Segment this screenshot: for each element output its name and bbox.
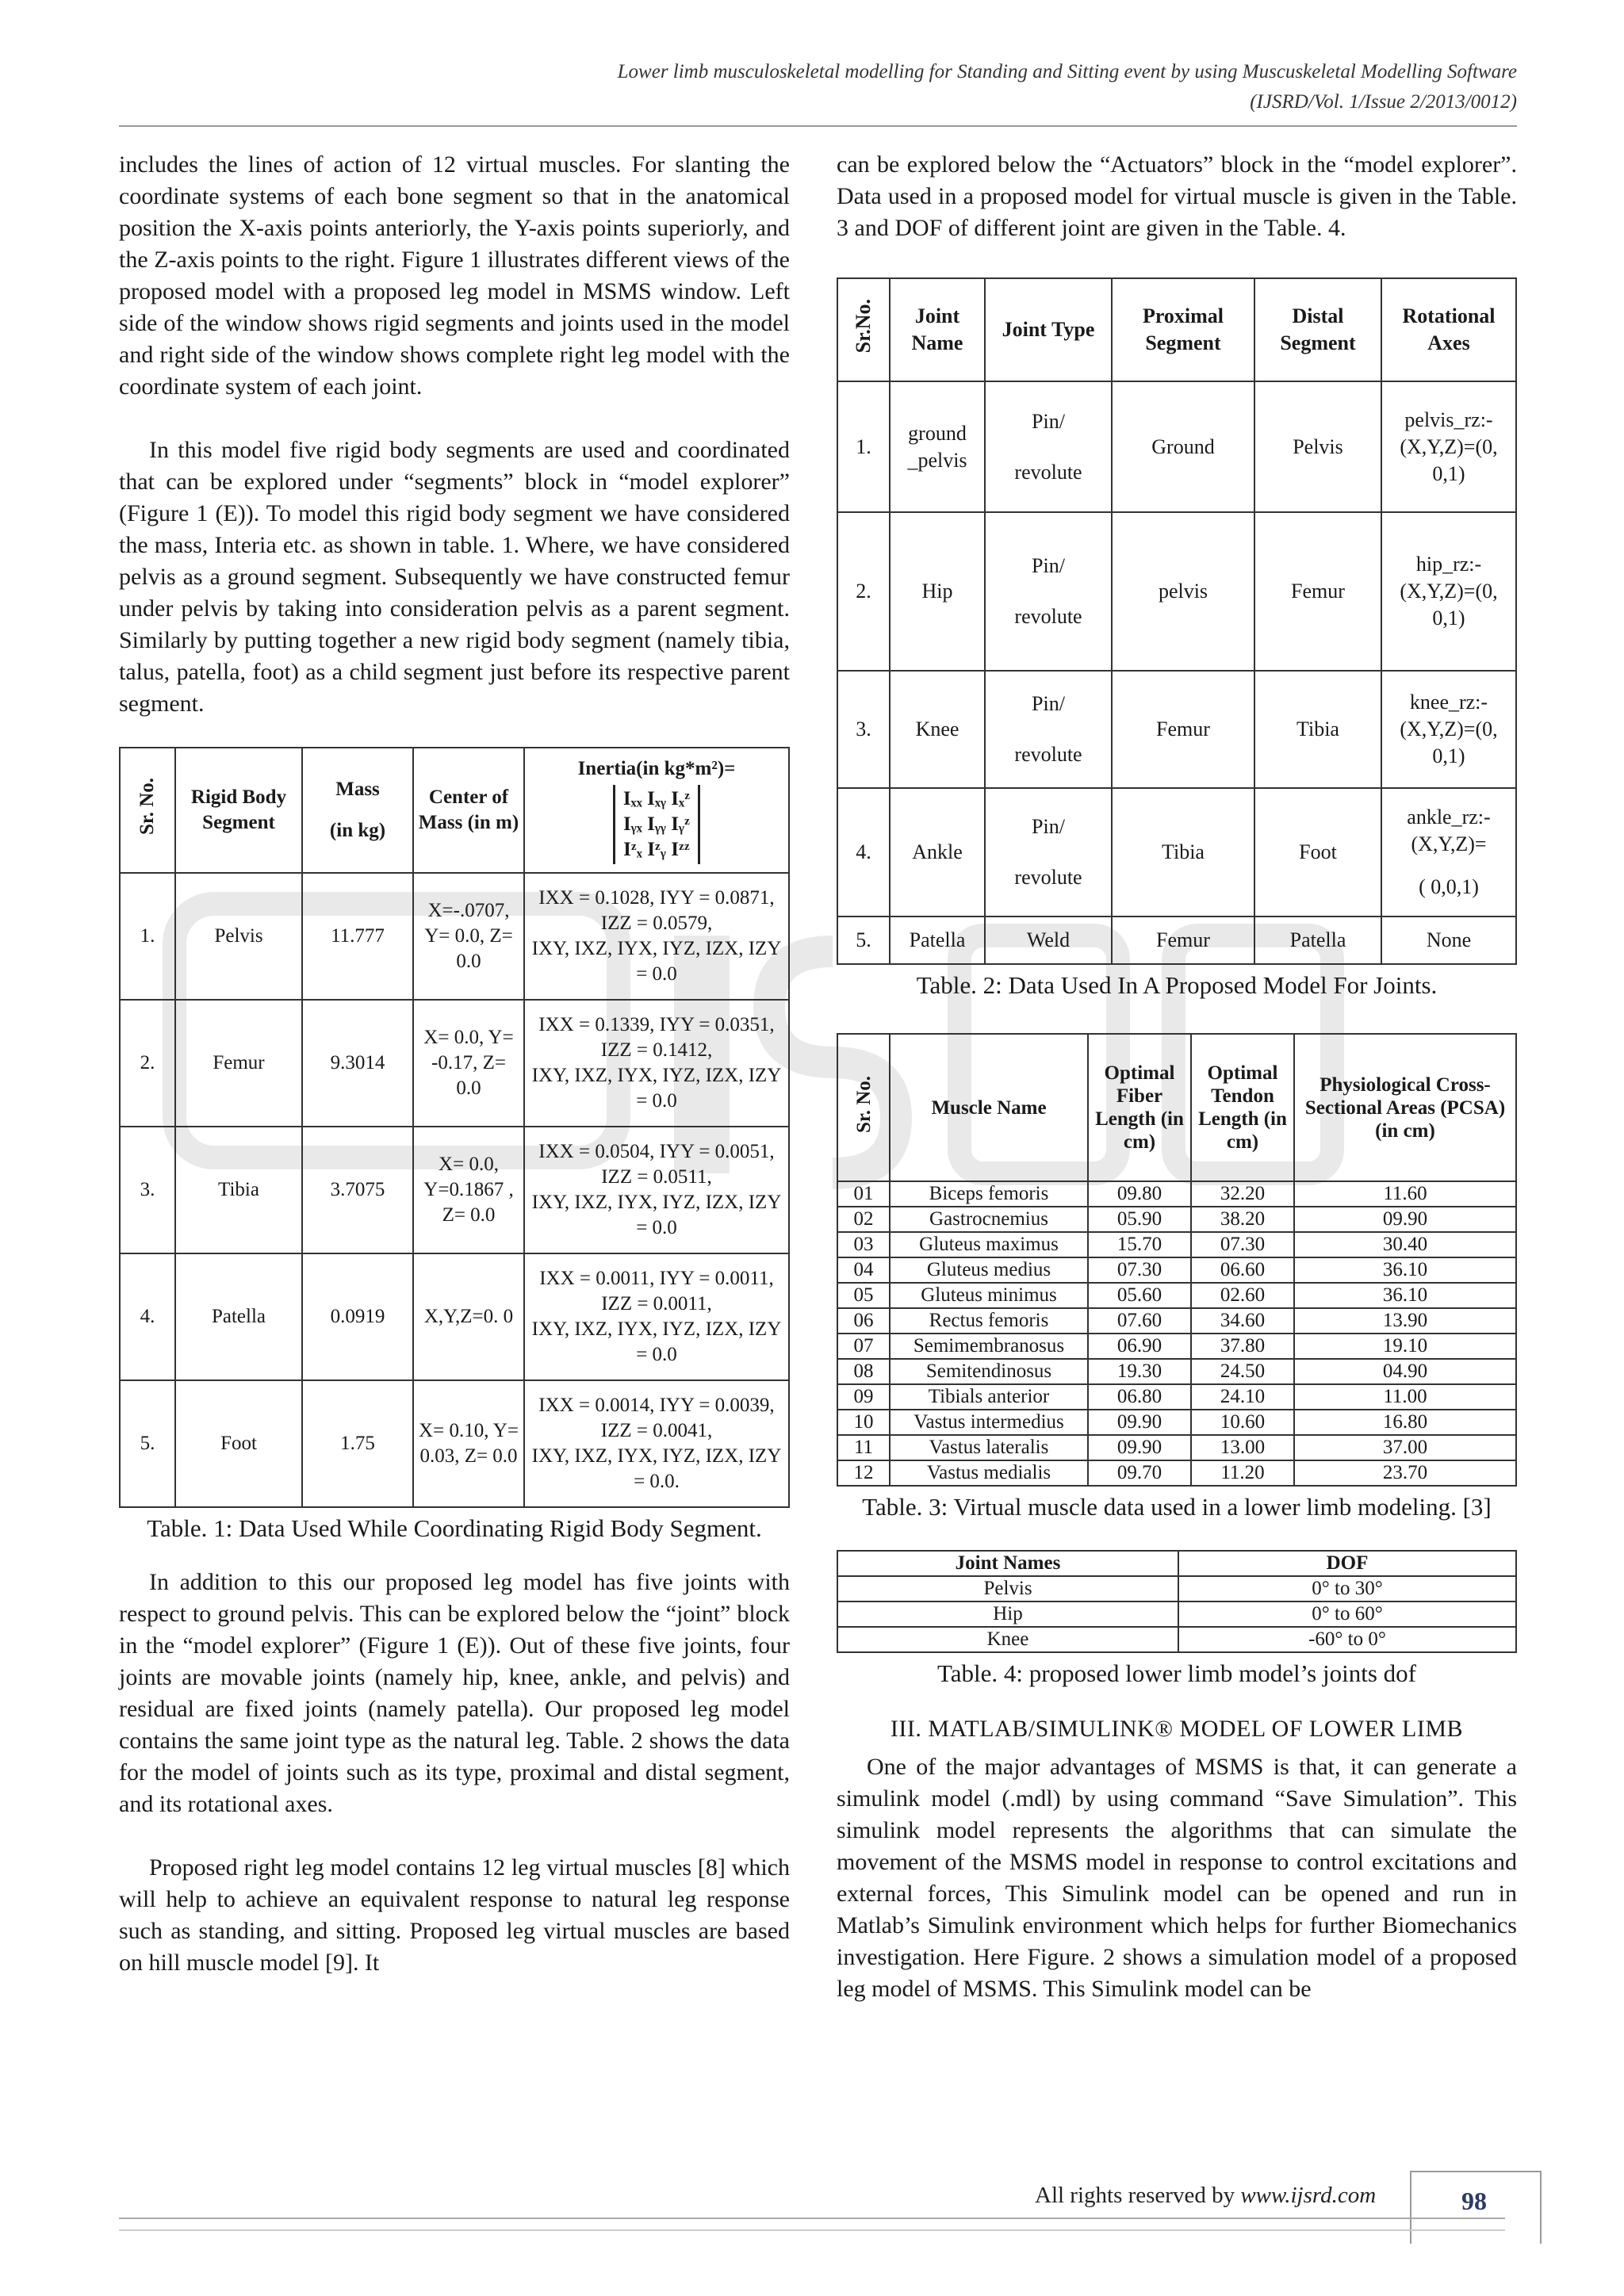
header-title: Lower limb musculoskeletal modelling for Standing and Sitting event by using Muscuskeletal Modelling Software [617,61,1517,82]
section-heading-iii: III. MATLAB/SIMULINK® MODEL OF LOWER LIMB [890,1716,1464,1742]
table-joints [837,277,1517,965]
left-paragraph-3: In addition to this our proposed leg model has five joints with respect to ground pelvis. This can be explored below the “joint” block in the “model explorer” (Figure 1 (E)). Out of these five joints, four joints are movable joints (namely hip, knee, ankle, and pelvis) and residual are fixed joints (namely patella). Our proposed leg model contains the same joint type as the natural leg. Table. 2 shows the data for the model of joints such as its type, proximal and distal segment, and its rotational axes. [119,1569,790,1817]
dof-rows [837,1576,1516,1652]
table-row: 05 Gluteus minimus 05.60 02.60 36.10 [837,1283,1516,1308]
running-header [90,57,1517,117]
t3-header-name: Muscle Name [890,1034,1088,1181]
t2-header-name: Joint Name [890,278,985,381]
t1-header-com: Center of Mass (in m) [413,748,524,873]
t1-header-mass: Mass (in kg) [302,748,413,873]
table-row: 3. Knee Pin/ revolute Femur Tibia knee_rz:- (X,Y,Z)=(0, 0,1) [837,671,1516,788]
table-row: 4. Ankle Pin/ revolute Tibia Foot ankle_rz:- (X,Y,Z)= ( 0,0,1) [837,788,1516,916]
t4-header-dof: DOF [1178,1551,1516,1576]
t2-header-axes: Rotational Axes [1381,278,1516,381]
table1-caption: Table. 1: Data Used While Coordinating Rigid Body Segment. [147,1514,762,1542]
t4-header-name: Joint Names [837,1551,1178,1576]
table-row: 5. Foot 1.75 X= 0.10, Y= 0.03, Z= 0.0 IXX = 0.0014, IYY = 0.0039, IZZ = 0.0041, IXY, IXZ, IYX, IYZ, IZX, IZY = 0.0. [120,1380,789,1507]
table-row: 08 Semitendinosus 19.30 24.50 04.90 [837,1359,1516,1384]
t1-header-segment: Rigid Body Segment [175,748,302,873]
table-row: 3. Tibia 3.7075 X= 0.0, Y=0.1867 , Z= 0.0 IXX = 0.0504, IYY = 0.0051, IZZ = 0.0511, IXY, IXZ, IYX, IYZ, IZX, IZY = 0.0 [120,1127,789,1253]
table-row: 01 Biceps femoris 09.80 32.20 11.60 [837,1181,1516,1207]
t3-header-pcsa: Physiological Cross-Sectional Areas (PCSA) (in cm) [1294,1034,1516,1181]
table-row: 1. Pelvis 11.777 X=-.0707, Y= 0.0, Z= 0.0 IXX = 0.1028, IYY = 0.0871, IZZ = 0.0579, IXY, IXZ, IYX, IYZ, IZX, IZY = 0.0 [120,873,789,1000]
table-row: 02 Gastrocnemius 05.90 38.20 09.90 [837,1207,1516,1232]
table-row: 5. Patella Weld Femur Patella None [837,916,1516,964]
footer-divider-secondary [119,2229,1505,2231]
t2-header-proximal: Proximal Segment [1112,278,1254,381]
page-number: 98 [1461,2187,1487,2215]
left-paragraph-2: In this model five rigid body segments are used and coordinated that can be explored under “segments” block in “model explorer” (Figure 1 (E)). To model this rigid body segment we have considered the mass, Interia etc. as shown in table. 1. Where, we have considered pelvis as a ground segment. Subsequently we have constructed femur under pelvis by taking into consideration pelvis as a parent segment. Similarly by putting together a new rigid body segment (namely tibia, talus, patella, foot) as a child segment just before its respective parent segment. [119,437,790,717]
table-row: 07 Semimembranosus 06.90 37.80 19.10 [837,1334,1516,1359]
muscle-rows [837,1181,1516,1486]
table-muscles [837,1033,1517,1487]
inertia-matrix: Iₓₓ Iₓᵧ Iₓᶻ Iᵧₓ Iᵧᵧ Iᵧᶻ Iᶻₓ Iᶻᵧ Iᶻᶻ [613,785,700,864]
t1-header-inertia: Inertia(in kg*m²)= Iₓₓ Iₓᵧ Iₓᶻ Iᵧₓ Iᵧᵧ Iᵧᶻ Iᶻₓ Iᶻᵧ Iᶻᶻ [524,748,789,873]
table-row: Pelvis 0° to 30° [837,1576,1516,1601]
table-row: 4. Patella 0.0919 X,Y,Z=0. 0 IXX = 0.0011, IYY = 0.0011, IZZ = 0.0011, IXY, IXZ, IYX, IYZ, IZX, IZY = 0.0 [120,1253,789,1380]
table-row: 1. ground _pelvis Pin/ revolute Ground Pelvis pelvis_rz:- (X,Y,Z)=(0, 0,1) [837,381,1516,512]
table-joint-dof [837,1550,1517,1653]
table-row: Hip 0° to 60° [837,1601,1516,1627]
table-row: 12 Vastus medialis 09.70 11.20 23.70 [837,1460,1516,1486]
table-row: 04 Gluteus medius 07.30 06.60 36.10 [837,1257,1516,1283]
table-row: 03 Gluteus maximus 15.70 07.30 30.40 [837,1232,1516,1257]
t3-header-tendon: Optimal Tendon Length (in cm) [1191,1034,1294,1181]
t3-header-fiber: Optimal Fiber Length (in cm) [1088,1034,1191,1181]
table-row: 06 Rectus femoris 07.60 34.60 13.90 [837,1308,1516,1334]
table-row: 2. Femur 9.3014 X= 0.0, Y= -0.17, Z= 0.0 IXX = 0.1339, IYY = 0.0351, IZZ = 0.1412, IXY, IXZ, IYX, IYZ, IZX, IZY = 0.0 [120,1000,789,1127]
table3-caption: Table. 3: Virtual muscle data used in a lower limb modeling. [3] [862,1493,1492,1521]
header-divider [119,125,1517,127]
footer-rights: All rights reserved by www.ijsrd.com [1035,2183,1377,2208]
table2-caption: Table. 2: Data Used In A Proposed Model For Joints. [916,971,1438,999]
t2-header-sr: Sr.No. [852,299,875,354]
left-paragraph-4: Proposed right leg model contains 12 leg virtual muscles [8] which will help to achieve an equivalent response to natural leg response such as standing, and sitting. Proposed leg virtual muscles are based on hill muscle model [9]. It [119,1854,790,1976]
t1-header-sr: Sr. No. [136,778,158,836]
table-row: 11 Vastus lateralis 09.90 13.00 37.00 [837,1435,1516,1460]
header-issue: (IJSRD/Vol. 1/Issue 2/2013/0012) [1250,91,1517,113]
table-row: 09 Tibials anterior 06.80 24.10 11.00 [837,1384,1516,1410]
table4-caption: Table. 4: proposed lower limb model’s joints dof [937,1659,1416,1687]
table-rigid-body-segments [119,747,790,1508]
left-paragraph-1: includes the lines of action of 12 virtual muscles. For slanting the coordinate systems of each bone segment so that in the anatomical position the X-axis points anteriorly, the Y-axis points superiorly, and the Z-axis points to the right. Figure 1 illustrates different views of the proposed model with a proposed leg model in MSMS window. Left side of the window shows rigid segments and joints used in the model and right side of the window shows complete right leg model with the coordinate system of each joint. [119,151,790,400]
table-row: 2. Hip Pin/ revolute pelvis Femur hip_rz:- (X,Y,Z)=(0, 0,1) [837,512,1516,671]
footer-site-link[interactable]: www.ijsrd.com [1240,2183,1377,2208]
right-paragraph-1: can be explored below the “Actuators” block in the “model explorer”. Data used in a proposed model for virtual muscle is given in the Table. 3 and DOF of different joint are given in the Table. 4. [837,151,1517,241]
table-row: Knee -60° to 0° [837,1627,1516,1652]
right-column [837,149,1517,2005]
t2-header-distal: Distal Segment [1254,278,1381,381]
left-column [119,149,790,1979]
t2-header-type: Joint Type [985,278,1112,381]
table-row: 10 Vastus intermedius 09.90 10.60 16.80 [837,1410,1516,1435]
t3-header-sr: Sr. No. [852,1076,875,1134]
footer-divider [119,2218,1505,2219]
right-paragraph-2: One of the major advantages of MSMS is that, it can generate a simulink model (.mdl) by using command “Save Simulation”. This simulink model represents the algorithms that can simulate the movement of the MSMS model in response to control excitations and external forces, This Simulink model can be opened and run in Matlab’s Simulink environment which helps for further Biomechanics investigation. Here Figure. 2 shows a simulation model of a proposed leg model of MSMS. This Simulink model can be [837,1754,1517,2002]
